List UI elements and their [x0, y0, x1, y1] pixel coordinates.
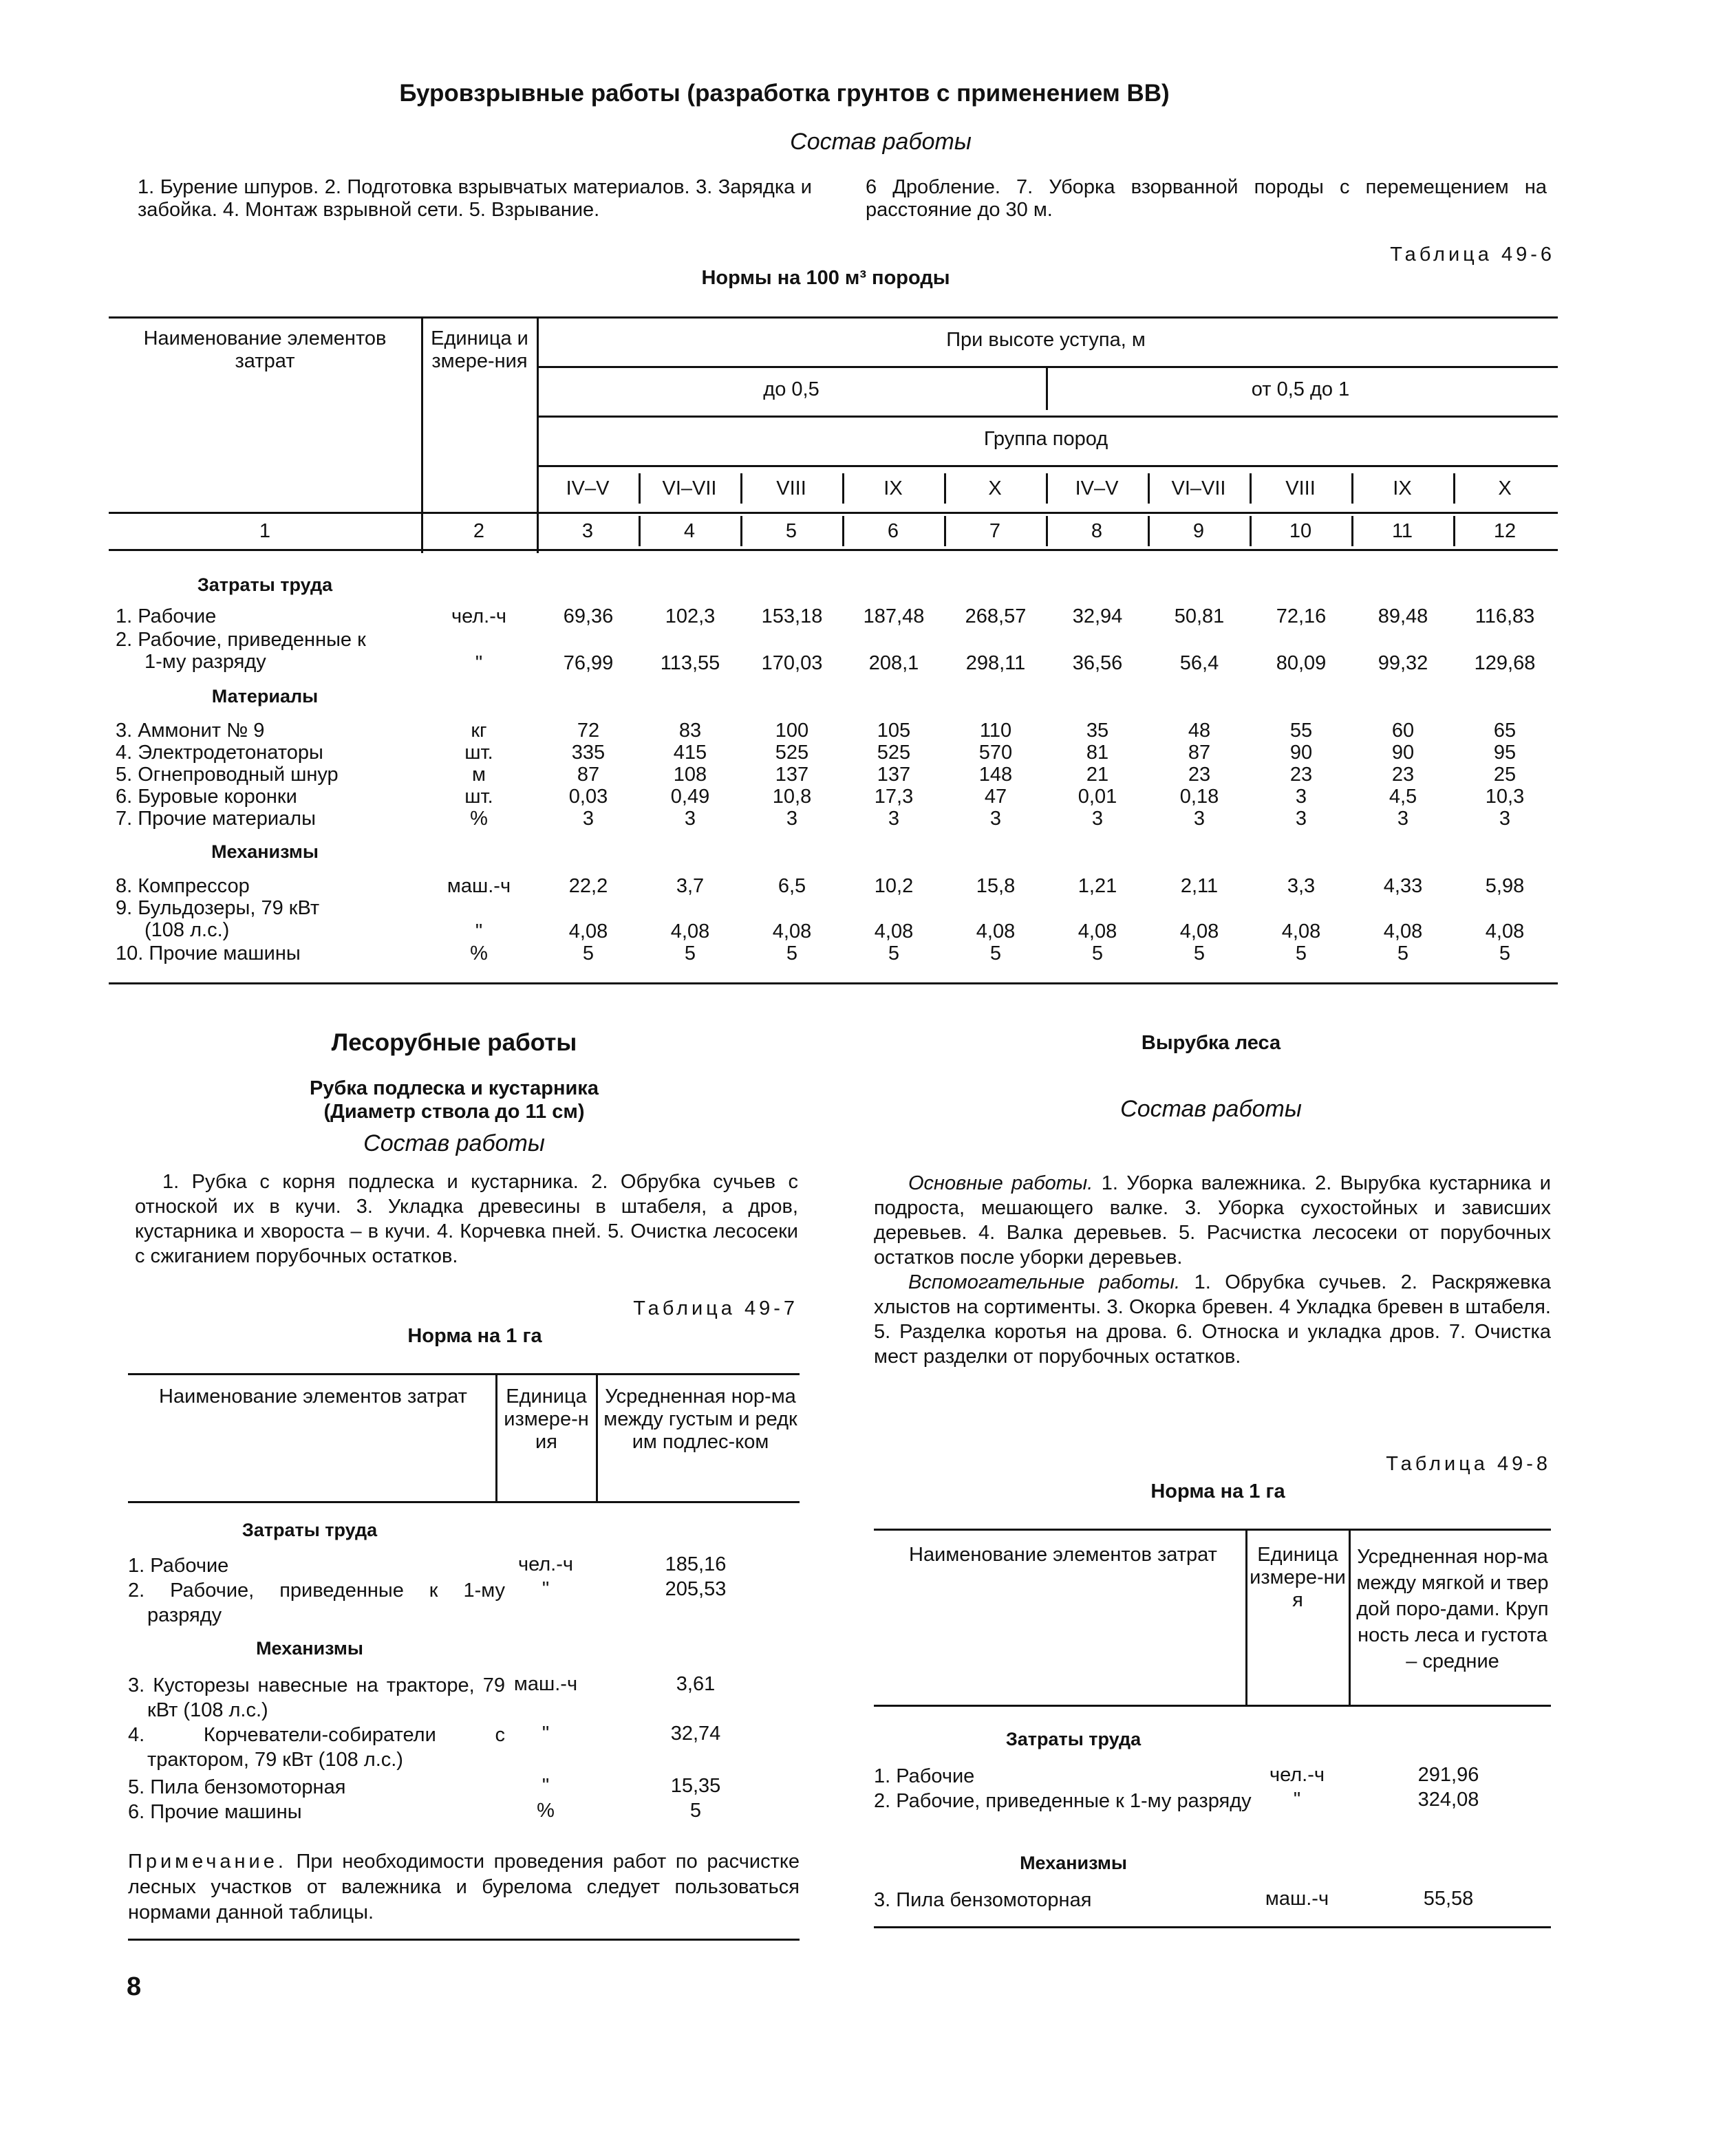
table-49-6-cell: 15,8 — [976, 875, 1016, 897]
table-49-6-cell: 1,21 — [1078, 875, 1117, 897]
table-49-6-cell: 4,08 — [568, 920, 608, 942]
table-49-6-row-unit: маш.-ч — [447, 875, 511, 897]
right-composition-heading: Состав работы — [1120, 1096, 1302, 1122]
table-49-6-cell: 0,18 — [1179, 786, 1219, 808]
table-49-6-cell: 3 — [684, 808, 696, 830]
table-49-6-cell: 10,8 — [772, 786, 812, 808]
table-49-8-title: Норма на 1 га — [1150, 1480, 1285, 1502]
table-49-7-head-unit: Единица измере-ния — [504, 1386, 589, 1453]
table-49-6-cell: 69,36 — [563, 605, 614, 627]
table-49-6-cell: 6,5 — [778, 875, 806, 897]
table-49-6-cell: 5 — [684, 942, 696, 964]
table-49-6-cell: 56,4 — [1179, 652, 1219, 674]
table-49-6-cell: 5 — [786, 942, 798, 964]
table-49-6-group-8: VIII — [1285, 477, 1316, 499]
table-49-6-cell: 3 — [786, 808, 798, 830]
table-49-6-cell: 170,03 — [761, 652, 823, 674]
table-49-8-row-name: 2. Рабочие, приведенные к 1-му разряду — [874, 1790, 1252, 1812]
table-49-7-row-unit: чел.-ч — [517, 1553, 574, 1575]
table-49-7-row-unit: " — [542, 1775, 550, 1797]
table-49-6-cell: 21 — [1086, 764, 1109, 786]
right-title: Вырубка леса — [1141, 1032, 1281, 1054]
table-49-6-colnum-3: 3 — [581, 520, 594, 542]
table-49-6-cell: 4,08 — [670, 920, 710, 942]
table-49-6-cell: 4,08 — [1485, 920, 1525, 942]
table-49-6-group-3: VIII — [776, 477, 806, 499]
table-49-6-colnum-11: 11 — [1391, 520, 1413, 542]
table-49-7-row-name: 1. Рабочие — [128, 1555, 229, 1577]
table-49-6-head-name: Наименование элементов затрат — [143, 327, 387, 372]
right-main-text: 1. Уборка валежника. 2. Вырубка кустарника и подроста, мешающего валке. 3. Уборка сухостойных и зависших деревьев. 4. Валка деревьев. 5. Расчистка лесосеки от порубочных остатков после уборки деревьев. — [874, 1172, 1551, 1269]
table-49-7-section-labor: Затраты труда — [242, 1520, 378, 1540]
table-49-6-cell: 4,08 — [874, 920, 914, 942]
table-49-8-section-labor: Затраты труда — [1005, 1729, 1142, 1749]
table-49-6-row-unit: % — [470, 942, 488, 964]
table-49-6-colnum-4: 4 — [683, 520, 696, 542]
table-49-7-row-name: 6. Прочие машины — [128, 1801, 302, 1823]
table-49-7-row-value: 185,16 — [665, 1553, 727, 1575]
table-49-6-cell: 10,2 — [874, 875, 914, 897]
table-49-6-row-name: 6. Буровые коронки — [116, 786, 297, 808]
table-49-6-row-unit: м — [472, 764, 486, 786]
table-49-6-cell: 4,08 — [1179, 920, 1219, 942]
table-49-7-head-value: Усредненная нор-ма между густым и редким подлес-ком — [603, 1386, 797, 1453]
table-49-6-cell: 5 — [1091, 942, 1104, 964]
table-49-7-row-value: 15,35 — [670, 1775, 721, 1797]
table-49-6-cell: 116,83 — [1475, 605, 1535, 627]
table-49-6-cell: 65 — [1493, 720, 1517, 742]
table-49-6-cell: 4,5 — [1389, 786, 1417, 808]
table-49-6-cell: 108 — [673, 764, 707, 786]
table-49-6-cell: 105 — [877, 720, 911, 742]
right-main-label: Основные работы. — [908, 1172, 1093, 1194]
table-49-6-cell: 102,3 — [665, 605, 716, 627]
table-49-6-section-materials: Материалы — [211, 686, 319, 707]
table-49-6-colnum-9: 9 — [1192, 520, 1205, 542]
right-aux-label: Вспомогательные работы. — [908, 1271, 1181, 1293]
table-49-6-cell: 17,3 — [874, 786, 914, 808]
table-49-6-group-9: IX — [1393, 477, 1412, 499]
table-49-8-row-unit: " — [1293, 1789, 1301, 1811]
table-49-7-label: Таблица 49-7 — [633, 1297, 798, 1319]
table-49-6-cell: 153,18 — [761, 605, 823, 627]
table-49-6-row-name-cont: 1-му разряду — [144, 651, 266, 673]
table-49-6-cell: 100 — [775, 720, 809, 742]
table-49-8-row-value: 55,58 — [1423, 1888, 1474, 1910]
table-49-6-cell: 23 — [1188, 764, 1211, 786]
left-composition: 1. Рубка с корня подлеска и кустарника. 2. Обрубка сучьев с отноской их в кучи. 3. Укладка древесины в штабеля, а дров, кустарника и хвороста – в кучи. 4. Корчевка пней. 5. Очистка лесосеки с сжиганием порубочных остатков. — [135, 1171, 798, 1267]
table-49-6-cell: 32,94 — [1072, 605, 1123, 627]
table-49-6-cell: 110 — [979, 720, 1012, 742]
table-49-6-cell: 25 — [1493, 764, 1517, 786]
table-49-6-row-unit: " — [475, 920, 483, 942]
table-49-6-cell: 5,98 — [1485, 875, 1525, 897]
table-49-7-row-name: 4. Корчеватели-собиратели с трактором, 79 кВт (108 л.с.) — [128, 1724, 505, 1771]
table-49-6-cell: 137 — [877, 764, 911, 786]
top-composition-left: 1. Бурение шпуров. 2. Подготовка взрывчатых материалов. 3. Зарядка и забойка. 4. Монтаж взрывной сети. 5. Взрывание. — [138, 176, 812, 221]
table-49-6-cell: 5 — [989, 942, 1002, 964]
table-49-6-row-unit: шт. — [464, 786, 493, 808]
table-49-8-row-value: 324,08 — [1417, 1789, 1479, 1811]
table-49-6-cell: 208,1 — [868, 652, 919, 674]
table-49-6-cell: 3 — [989, 808, 1002, 830]
table-49-8-head-unit: Единица измере-ния — [1250, 1544, 1346, 1611]
table-49-6-cell: 5 — [1499, 942, 1511, 964]
table-49-7-row-unit: " — [542, 1723, 550, 1745]
table-49-6-row-name: 3. Аммонит № 9 — [116, 720, 265, 742]
table-49-6-colnum-1: 1 — [259, 520, 271, 542]
table-49-7-row-value: 205,53 — [665, 1578, 727, 1600]
table-49-6-row-name: 2. Рабочие, приведенные к — [116, 629, 366, 651]
table-49-6-cell: 3 — [1397, 808, 1409, 830]
table-49-6-cell: 0,03 — [568, 786, 608, 808]
table-49-6-row-name: 4. Электродетонаторы — [116, 742, 323, 764]
page-number: 8 — [127, 1972, 142, 2001]
table-49-6-cell: 525 — [775, 742, 809, 764]
table-49-6-row-name-cont: (108 л.с.) — [144, 919, 230, 941]
table-49-7-title: Норма на 1 га — [407, 1325, 542, 1347]
table-49-6-section-labor: Затраты труда — [197, 574, 333, 595]
table-49-6-cell: 268,57 — [965, 605, 1027, 627]
table-49-6-cell: 5 — [888, 942, 900, 964]
table-49-6-cell: 90 — [1391, 742, 1415, 764]
top-composition-right: 6 Дробление. 7. Уборка взорванной породы с перемещением на расстояние до 30 м. — [866, 176, 1547, 221]
table-49-6-cell: 5 — [1193, 942, 1206, 964]
table-49-6-label: Таблица 49-6 — [1390, 244, 1555, 266]
right-aux-text: 1. Обрубка сучьев. 2. Раскряжевка хлыстов на сортименты. 3. Окорка бревен. 4 Укладка бревен в штабеля. 5. Разделка коротья на дрова. 6. Относка и укладка дров. 7. Очистка мест разделки от порубочных остатков. — [874, 1271, 1551, 1368]
table-49-8-head-name: Наименование элементов затрат — [909, 1544, 1217, 1566]
table-49-6-colnum-7: 7 — [989, 520, 1001, 542]
table-49-8-row-unit: чел.-ч — [1269, 1764, 1325, 1786]
table-49-6-cell: 48 — [1188, 720, 1211, 742]
table-49-6-cell: 23 — [1391, 764, 1415, 786]
table-49-6-head-unit: Единица измере-ния — [431, 327, 528, 372]
table-49-6-row-name: 8. Компрессор — [116, 875, 250, 897]
table-49-6-cell: 3,7 — [676, 875, 705, 897]
table-49-6-cell: 87 — [577, 764, 600, 786]
table-49-6-cell: 2,11 — [1180, 875, 1219, 897]
table-49-6-cell: 89,48 — [1378, 605, 1428, 627]
table-49-6-cell: 525 — [877, 742, 911, 764]
table-49-6-title: Нормы на 100 м³ породы — [701, 267, 950, 289]
table-49-6-cell: 570 — [978, 742, 1013, 764]
table-49-6-cell: 187,48 — [863, 605, 925, 627]
right-aux-works — [874, 1270, 1551, 1369]
table-49-7-head-name: Наименование элементов затрат — [159, 1386, 467, 1408]
table-49-6-cell: 5 — [582, 942, 594, 964]
table-49-6-cell: 80,09 — [1276, 652, 1327, 674]
table-49-7-note-text: При необходимости проведения работ по расчистке лесных участков от валежника и бурелома следует пользоваться нормами данной таблицы. — [128, 1851, 800, 1923]
table-49-6-section-mechanisms: Механизмы — [211, 841, 319, 862]
table-49-6-cell: 4,08 — [1078, 920, 1117, 942]
table-49-6-colnum-5: 5 — [785, 520, 797, 542]
table-49-8-row-unit: маш.-ч — [1265, 1888, 1329, 1910]
top-composition-heading: Состав работы — [790, 129, 972, 155]
table-49-7-row-name: 2. Рабочие, приведенные к 1-му разряду — [128, 1580, 505, 1626]
table-49-8-row-value: 291,96 — [1417, 1764, 1479, 1786]
table-49-6-cell: 3 — [1193, 808, 1206, 830]
table-49-6-cell: 50,81 — [1174, 605, 1225, 627]
table-49-6-row-name: 1. Рабочие — [116, 605, 217, 627]
table-49-6-cell: 4,33 — [1383, 875, 1423, 897]
table-49-6-cell: 113,55 — [660, 652, 720, 674]
table-49-6-cell: 148 — [978, 764, 1013, 786]
table-49-6-cell: 137 — [775, 764, 809, 786]
table-49-8-label: Таблица 49-8 — [1386, 1453, 1551, 1475]
table-49-6-cell: 90 — [1289, 742, 1313, 764]
table-49-6-cell: 335 — [571, 742, 606, 764]
table-49-6-head-up-to: до 0,5 — [763, 378, 819, 400]
table-49-7-row-unit: маш.-ч — [513, 1673, 578, 1695]
table-49-6-cell: 23 — [1289, 764, 1313, 786]
table-49-6-cell: 415 — [673, 742, 707, 764]
table-49-6-group-10: X — [1498, 477, 1512, 499]
table-49-6-group-5: X — [988, 477, 1002, 499]
table-49-6-cell: 60 — [1391, 720, 1415, 742]
table-49-6-cell: 81 — [1086, 742, 1109, 764]
table-49-7-row-name: 5. Пила бензомоторная — [128, 1776, 346, 1798]
table-49-6-cell: 4,08 — [976, 920, 1016, 942]
table-49-8-section-mechanisms: Механизмы — [1020, 1853, 1127, 1873]
table-49-6-group-1: IV–V — [566, 477, 610, 499]
table-49-6-colnum-2: 2 — [473, 520, 485, 542]
table-49-6-colnum-8: 8 — [1091, 520, 1103, 542]
table-49-6-cell: 3 — [888, 808, 900, 830]
table-49-6-cell: 22,2 — [568, 875, 608, 897]
top-title: Буровзрывные работы (разработка грунтов с применением ВВ) — [399, 80, 1170, 107]
table-49-7-row-value: 3,61 — [676, 1673, 716, 1695]
table-49-6-row-name: 5. Огнепроводный шнур — [116, 764, 339, 786]
table-49-7-note-label: Примечание. — [128, 1851, 287, 1873]
right-main-works — [874, 1171, 1551, 1270]
table-49-6-colnum-10: 10 — [1289, 520, 1312, 542]
table-49-6-cell: 99,32 — [1378, 652, 1428, 674]
table-49-7-note — [128, 1849, 800, 1926]
table-49-8-row-name: 1. Рабочие — [874, 1765, 975, 1787]
table-49-6-cell: 10,3 — [1485, 786, 1525, 808]
table-49-6-colnum-12: 12 — [1493, 520, 1517, 542]
table-49-6-cell: 4,08 — [1281, 920, 1321, 942]
table-49-6-row-name: 10. Прочие машины — [116, 942, 301, 964]
table-49-6-row-unit: шт. — [464, 742, 493, 764]
table-49-6-cell: 298,11 — [965, 652, 1026, 674]
table-49-6-row-unit: чел.-ч — [451, 605, 507, 627]
table-49-6-cell: 3 — [1499, 808, 1511, 830]
table-49-6-cell: 36,56 — [1072, 652, 1123, 674]
table-49-6-head-group: Группа пород — [983, 428, 1108, 450]
table-49-6-cell: 47 — [984, 786, 1007, 808]
table-49-7-row-unit: " — [542, 1578, 550, 1600]
table-49-7-row-value: 32,74 — [670, 1723, 721, 1745]
table-49-6-row-name: 9. Бульдозеры, 79 кВт — [116, 897, 320, 919]
table-49-6-group-4: IX — [883, 477, 903, 499]
table-49-6-row-unit: % — [470, 808, 488, 830]
table-49-7-section-mechanisms: Механизмы — [256, 1638, 363, 1659]
table-49-7-row-name: 3. Кусторезы навесные на тракторе, 79 кВт (108 л.с.) — [128, 1674, 505, 1721]
table-49-6-group-2: VI–VII — [662, 477, 717, 499]
left-subtitle-2: (Диаметр ствола до 11 см) — [323, 1101, 585, 1123]
table-49-6-cell: 129,68 — [1474, 652, 1536, 674]
table-49-6-cell: 87 — [1188, 742, 1211, 764]
table-49-6-cell: 0,01 — [1078, 786, 1117, 808]
table-49-6-row-name: 7. Прочие материалы — [116, 808, 316, 830]
table-49-6-cell: 3 — [1295, 808, 1307, 830]
table-49-6-group-7: VI–VII — [1171, 477, 1226, 499]
table-49-6-cell: 55 — [1289, 720, 1313, 742]
table-49-6-cell: 3 — [582, 808, 594, 830]
left-subtitle-1: Рубка подлеска и кустарника — [310, 1077, 599, 1099]
table-49-6-group-6: IV–V — [1075, 477, 1119, 499]
table-49-6-cell: 83 — [678, 720, 702, 742]
table-49-6-colnum-6: 6 — [887, 520, 899, 542]
table-49-6-cell: 3 — [1091, 808, 1104, 830]
table-49-6-cell: 35 — [1086, 720, 1109, 742]
table-49-6-cell: 0,49 — [670, 786, 710, 808]
table-49-8-row-name: 3. Пила бензомоторная — [874, 1889, 1092, 1911]
table-49-6-cell: 4,08 — [1383, 920, 1423, 942]
left-composition-heading: Состав работы — [363, 1130, 545, 1156]
table-49-6-cell: 72 — [577, 720, 600, 742]
table-49-8-head-value: Усредненная нор-ма между мягкой и твердой поро-дами. Крупность леса и густота – средние — [1356, 1546, 1549, 1672]
table-49-6-cell: 5 — [1397, 942, 1409, 964]
table-49-6-cell: 3 — [1295, 786, 1307, 808]
table-49-7-row-value: 5 — [689, 1800, 702, 1822]
table-49-6-cell: 72,16 — [1276, 605, 1327, 627]
table-49-6-cell: 4,08 — [772, 920, 812, 942]
table-49-7-row-unit: % — [537, 1800, 555, 1822]
table-49-6-row-unit: " — [475, 652, 483, 674]
table-49-6-head-from-to: от 0,5 до 1 — [1251, 378, 1350, 400]
table-49-6-cell: 5 — [1295, 942, 1307, 964]
table-49-6-cell: 76,99 — [563, 652, 614, 674]
table-49-6-head-height: При высоте уступа, м — [946, 329, 1146, 351]
table-49-6-cell: 3,3 — [1287, 875, 1316, 897]
table-49-6-cell: 95 — [1493, 742, 1517, 764]
table-49-6-row-unit: кг — [471, 720, 487, 742]
left-title: Лесорубные работы — [331, 1029, 577, 1056]
